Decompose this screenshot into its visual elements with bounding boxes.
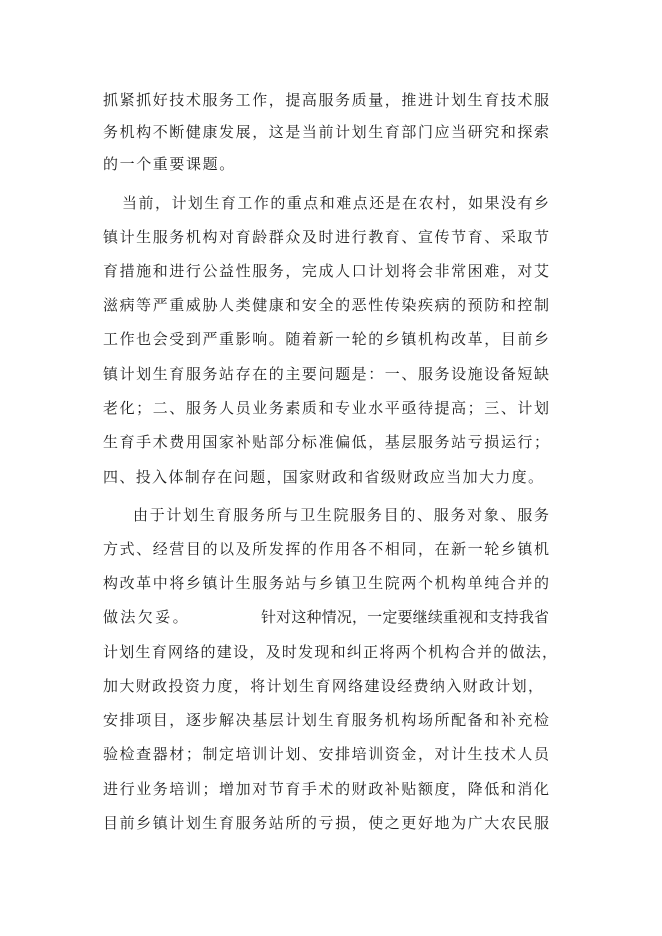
text-line: 目前乡镇计划生育服务站所的亏损，使之更好地为广大农民服 [103, 814, 549, 832]
text-line: 工作也会受到严重影响。随着新一轮的乡镇机构改革，目前乡 [103, 330, 549, 348]
text-line [103, 607, 549, 627]
text-line: 由于计划生育服务所与卫生院服务目的、服务对象、服务 [133, 506, 549, 524]
text-line: 加大财政投资力度，将计划生育网络建设经费纳入财政计划， [103, 677, 543, 695]
text-line: 安排项目，逐步解决基层计划生育服务机构场所配备和补充检 [103, 711, 549, 729]
text-line: 四、投入体制存在问题，国家财政和省级财政应当加大力度。 [103, 468, 543, 486]
text-line: 的一个重要课题。 [103, 155, 236, 173]
text-line: 滋病等严重威胁人类健康和安全的恶性传染疾病的预防和控制 [103, 296, 549, 314]
text-line: 镇计生服务机构对育龄群众及时进行教育、宣传节育、采取节 [103, 228, 549, 246]
text-line: 育措施和进行公益性服务，完成人口计划将会非常困难，对艾 [103, 262, 549, 280]
text-line: 方式、经营目的以及所发挥的作用各不相同，在新一轮乡镇机 [103, 540, 549, 558]
text-line: 当前，计划生育工作的重点和难点还是在农村，如果没有乡 [122, 194, 549, 212]
text-line: 进行业务培训；增加对节育手术的财政补贴额度，降低和消化 [103, 780, 549, 798]
text-line: 生育手术费用国家补贴部分标准偏低，基层服务站亏损运行； [103, 433, 549, 451]
text-line: 构改革中将乡镇计生服务站与乡镇卫生院两个机构单纯合并的 [103, 574, 549, 592]
text-segment: 做法欠妥。 [103, 608, 191, 626]
text-line: 抓紧抓好技术服务工作，提高服务质量，推进计划生育技术服 [103, 91, 549, 109]
text-segment: 针对这种情况，一定要继续重视和支持我省 [261, 608, 549, 626]
text-line: 验检查器材；制定培训计划、安排培训资金，对计生技术人员 [103, 745, 549, 763]
text-line: 务机构不断健康发展，这是当前计划生育部门应当研究和探索 [103, 123, 549, 141]
text-line: 老化；二、服务人员业务素质和专业水平亟待提高；三、计划 [103, 399, 549, 417]
text-line: 计划生育网络的建设，及时发现和纠正将两个机构合并的做法， [103, 643, 557, 661]
text-line: 镇计划生育服务站存在的主要问题是：一、服务设施设备短缺 [103, 365, 549, 383]
